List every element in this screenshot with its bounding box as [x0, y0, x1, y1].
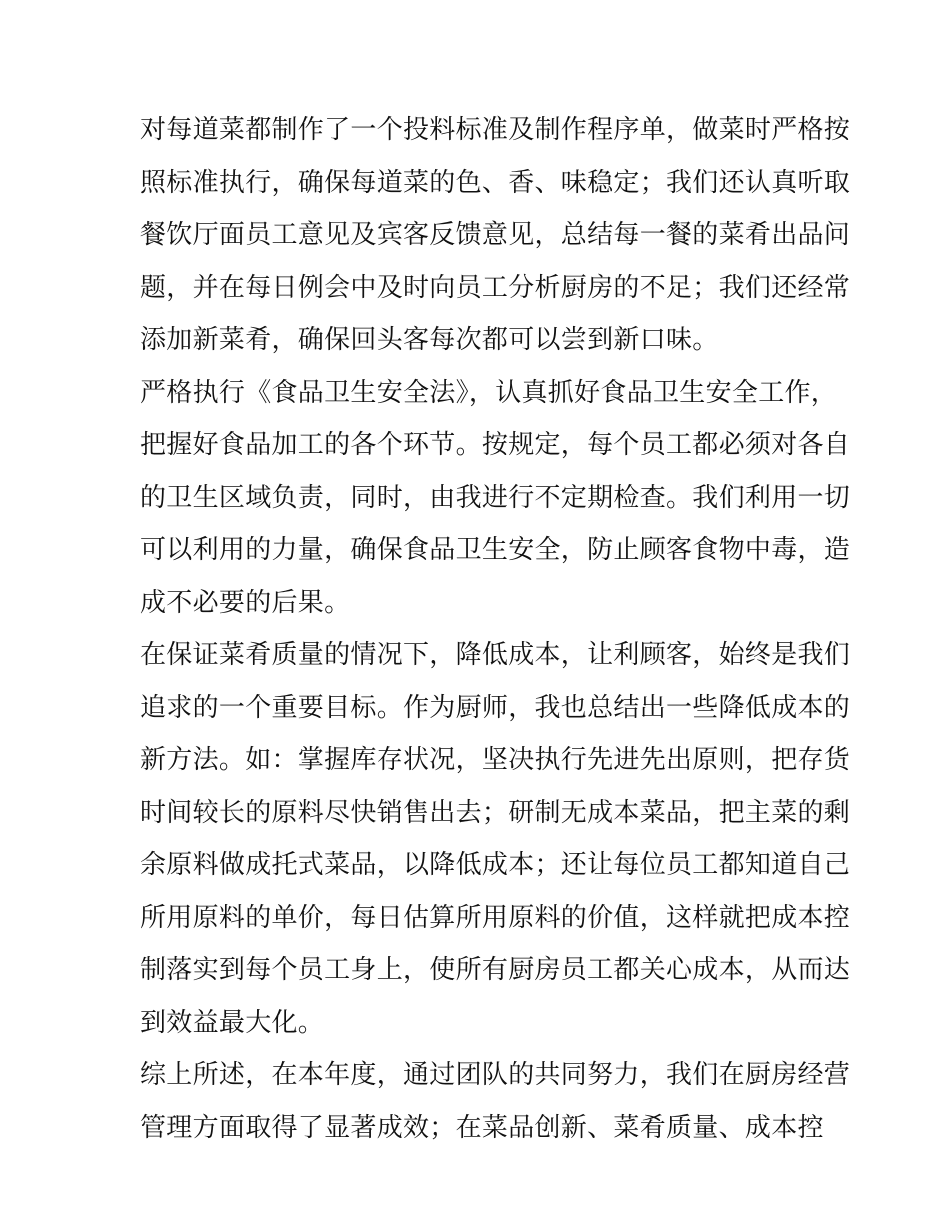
- text-line: 新方法。如：掌握库存状况，坚决执行先进先出原则，把存货: [140, 745, 851, 775]
- text-line: 追求的一个重要目标。作为厨师，我也总结出一些降低成本的: [140, 692, 851, 723]
- text-line: 把握好食品加工的各个环节。按规定，每个员工都必须对各自: [140, 430, 851, 460]
- text-line: 综上所述，在本年度，通过团队的共同努力，我们在厨房经营: [140, 1060, 851, 1090]
- text-line: 在保证菜肴质量的情况下，降低成本，让利顾客，始终是我们: [140, 640, 851, 670]
- text-line: 制落实到每个员工身上，使所有厨房员工都关心成本，从而达: [140, 955, 851, 985]
- text-line: 餐饮厅面员工意见及宾客反馈意见，总结每一餐的菜肴出品问: [140, 220, 851, 250]
- text-line: 添加新菜肴，确保回头客每次都可以尝到新口味。: [140, 325, 719, 355]
- text-line: 管理方面取得了显著成效；在菜品创新、菜肴质量、成本控: [140, 1112, 824, 1143]
- text-line: 成不必要的后果。: [140, 587, 351, 618]
- text-line: 对每道菜都制作了一个投料标准及制作程序单，做菜时严格按: [140, 115, 851, 145]
- text-line: 余原料做成托式菜品，以降低成本；还让每位员工都知道自己: [140, 850, 851, 880]
- text-line: 可以利用的力量，确保食品卫生安全，防止顾客食物中毒，造: [140, 535, 851, 565]
- text-line: 的卫生区域负责，同时，由我进行不定期检查。我们利用一切: [140, 482, 851, 513]
- text-line: 时间较长的原料尽快销售出去；研制无成本菜品，把主菜的剩: [140, 797, 851, 828]
- text-line: 所用原料的单价，每日估算所用原料的价值，这样就把成本控: [140, 902, 851, 933]
- text-line: 题，并在每日例会中及时向员工分析厨房的不足；我们还经常: [140, 272, 851, 303]
- text-line: 严格执行《食品卫生安全法》，认真抓好食品卫生安全工作，: [140, 377, 838, 408]
- text-line: 到效益最大化。: [140, 1007, 325, 1038]
- document-body: [140, 104, 851, 1154]
- text-line: 照标准执行，确保每道菜的色、香、味稳定；我们还认真听取: [140, 167, 851, 198]
